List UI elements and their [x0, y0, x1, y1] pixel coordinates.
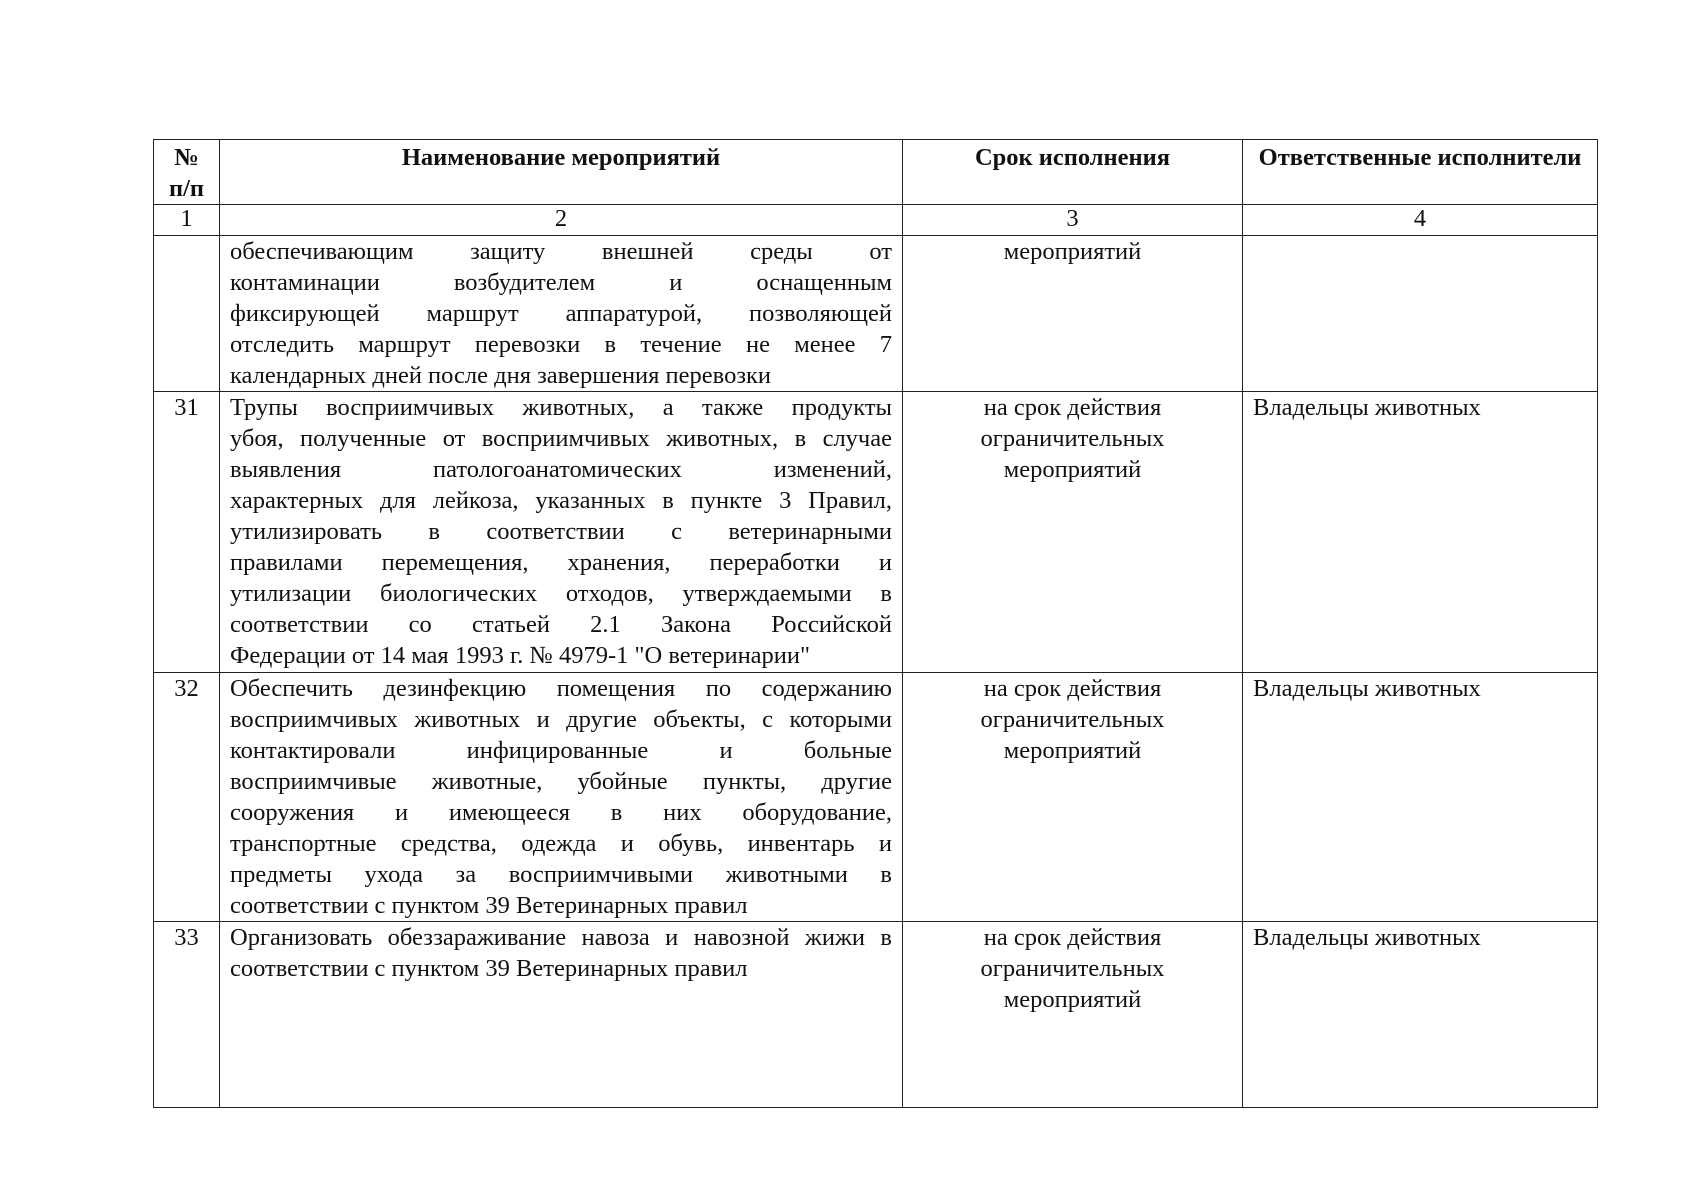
table-row — [154, 922, 1598, 1108]
table-row — [154, 392, 1598, 673]
measure-name-line: правилами перемещения, хранения, переработки и — [230, 549, 892, 576]
measure-name-line: утилизировать в соответствии с ветеринарными — [230, 518, 892, 545]
row-number: 33 — [154, 922, 220, 1108]
execution-term-line: на срок действия — [983, 924, 1162, 951]
measure-name-line: Обеспечить дезинфекцию помещения по содержанию — [230, 675, 892, 702]
column-number: 2 — [220, 205, 903, 236]
row-number — [154, 236, 220, 392]
measure-name-line: предметы ухода за восприимчивыми животными в — [230, 861, 892, 888]
measure-name-line: восприимчивых животных и другие объекты, с которыми — [230, 706, 892, 733]
responsible-executors: Владельцы животных — [1243, 392, 1598, 673]
responsible-executors: Владельцы животных — [1243, 673, 1598, 922]
execution-term-line: на срок действия — [983, 675, 1162, 702]
measure-name-line: Организовать обеззараживание навоза и навозной жижи в — [230, 924, 892, 951]
measure-name-line: соответствии с пунктом 39 Ветеринарных правил — [230, 955, 748, 982]
measure-name-line: выявления патологоанатомических изменений, — [230, 456, 892, 483]
measure-name — [220, 392, 903, 673]
table-row — [154, 673, 1598, 922]
measure-name-line: соответствии со статьей 2.1 Закона Российской — [230, 611, 892, 638]
execution-term-line: ограничительных — [980, 955, 1165, 982]
measure-name — [220, 922, 903, 1108]
measure-name-line: характерных для лейкоза, указанных в пункте 3 Правил, — [230, 487, 892, 514]
execution-term-line: мероприятий — [1003, 238, 1142, 265]
responsible-executors: Владельцы животных — [1243, 922, 1598, 1108]
header-name: Наименование мероприятий — [220, 140, 903, 205]
measure-name-line: контактировали инфицированные и больные — [230, 737, 892, 764]
measure-name-line: отследить маршрут перевозки в течение не менее 7 — [230, 331, 892, 358]
measure-name-line: сооружения и имеющееся в них оборудование, — [230, 799, 892, 826]
measure-name — [220, 236, 903, 392]
header-resp: Ответственные исполнители — [1243, 140, 1598, 205]
header-num: № п/п — [154, 140, 220, 205]
column-number: 4 — [1243, 205, 1598, 236]
table-row — [154, 236, 1598, 392]
measure-name-line: транспортные средства, одежда и обувь, инвентарь и — [230, 830, 892, 857]
measure-name-line: календарных дней после дня завершения перевозки — [230, 362, 772, 389]
execution-term — [903, 392, 1243, 673]
column-number: 3 — [903, 205, 1243, 236]
measure-name-line: фиксирующей маршрут аппаратурой, позволяющей — [230, 300, 892, 327]
execution-term-line: мероприятий — [1003, 737, 1142, 764]
measure-name-line: восприимчивые животные, убойные пункты, другие — [230, 768, 892, 795]
measure-name-line: утилизации биологических отходов, утверждаемыми в — [230, 580, 892, 607]
execution-term-line: на срок действия — [983, 394, 1162, 421]
measures-table — [153, 139, 1598, 1108]
measure-name-line: убоя, полученные от восприимчивых животных, в случае — [230, 425, 892, 452]
execution-term — [903, 922, 1243, 1108]
measure-name-line: обеспечивающим защиту внешней среды от — [230, 238, 892, 265]
execution-term-line: мероприятий — [1003, 986, 1142, 1013]
column-number: 1 — [154, 205, 220, 236]
measure-name-line: соответствии с пунктом 39 Ветеринарных правил — [230, 892, 748, 919]
execution-term — [903, 236, 1243, 392]
header-term: Срок исполнения — [903, 140, 1243, 205]
execution-term — [903, 673, 1243, 922]
header-row — [154, 140, 1598, 205]
responsible-executors — [1243, 236, 1598, 392]
measure-name-line: Трупы восприимчивых животных, а также продукты — [230, 394, 892, 421]
measure-name — [220, 673, 903, 922]
column-numbering-row — [154, 205, 1598, 236]
row-number: 31 — [154, 392, 220, 673]
execution-term-line: мероприятий — [1003, 456, 1142, 483]
execution-term-line: ограничительных — [980, 425, 1165, 452]
row-number: 32 — [154, 673, 220, 922]
execution-term-line: ограничительных — [980, 706, 1165, 733]
measure-name-line: Федерации от 14 мая 1993 г. № 4979-1 "О ветеринарии" — [230, 642, 811, 669]
measure-name-line: контаминации возбудителем и оснащенным — [230, 269, 892, 296]
